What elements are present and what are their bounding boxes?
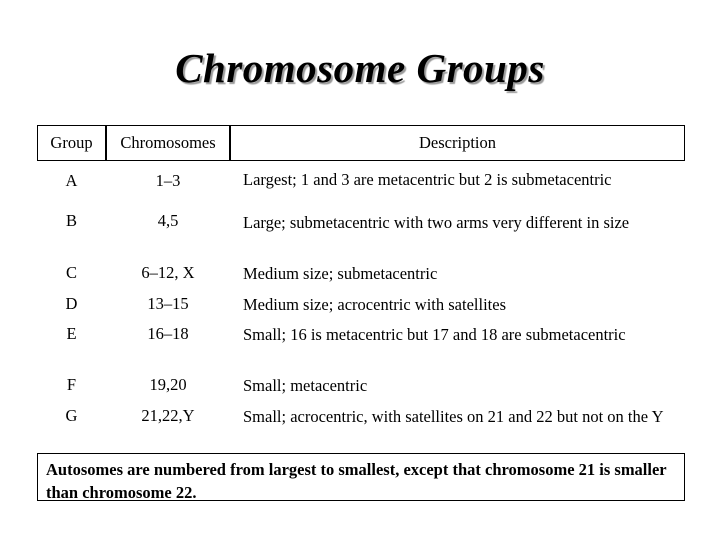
row-b-chromosomes: 4,5 [157,211,179,230]
row-c-chromosomes: 6–12, X [141,263,195,282]
row-e-description: Small; 16 is metacentric but 17 and 18 are submetacentric [243,325,626,344]
row-a-description: Largest; 1 and 3 are metacentric but 2 is submetacentric [243,170,612,189]
row-c-description: Medium size; submetacentric [243,264,438,283]
row-a-group: A [65,170,78,190]
row-g-description: Small; acrocentric, with satellites on 21 and 22 but not on the Y [243,407,664,426]
row-d-chromosomes: 13–15 [147,294,189,313]
row-d-description: Medium size; acrocentric with satellites [243,295,506,314]
header-description: Description [230,125,685,161]
row-b-group: B [65,211,77,230]
row-c-group: C [65,263,77,282]
header-chromosomes: Chromosomes [106,125,230,161]
row-g-chromosomes: 21,22,Y [141,406,195,425]
row-g-group: G [65,406,78,425]
row-d-group: D [65,294,78,313]
row-e-group: E [66,324,77,343]
row-a-chromosomes: 1–3 [155,170,181,190]
row-b-description: Large; submetacentric with two arms very different in size [243,213,630,232]
footer-note: Autosomes are numbered from largest to smallest, except that chromosome 21 is smaller than chromosome 22. [37,453,685,501]
slide-title: Chromosome Groups [175,45,545,91]
header-group: Group [37,125,106,161]
row-e-chromosomes: 16–18 [147,324,189,343]
row-f-chromosomes: 19,20 [149,375,187,394]
row-f-group: F [66,375,77,394]
row-f-description: Small; metacentric [243,376,368,395]
